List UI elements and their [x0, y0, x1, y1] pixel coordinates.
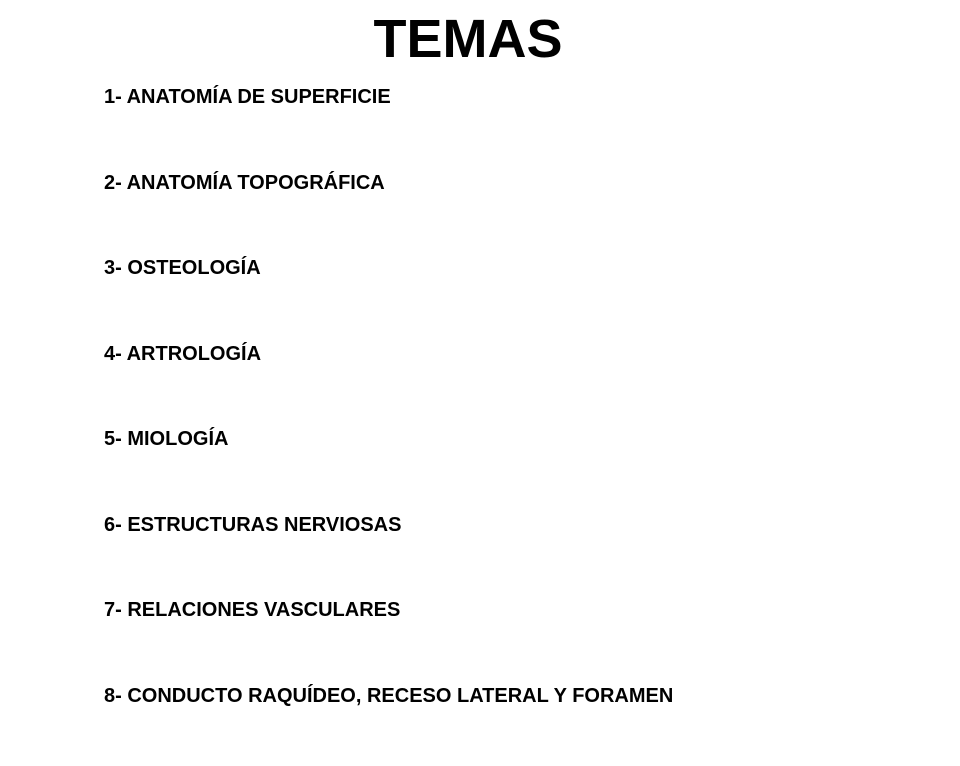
slide-title: TEMAS	[0, 6, 936, 72]
topic-item: 1- ANATOMÍA DE SUPERFICIE	[104, 82, 673, 168]
topic-item: 2- ANATOMÍA TOPOGRÁFICA	[104, 168, 673, 254]
topic-item: 7- RELACIONES VASCULARES	[104, 595, 673, 681]
topic-item: 6- ESTRUCTURAS NERVIOSAS	[104, 510, 673, 596]
topic-item: 4- ARTROLOGÍA	[104, 339, 673, 425]
topic-list	[104, 82, 673, 766]
topic-item: 5- MIOLOGÍA	[104, 424, 673, 510]
topic-item: 3- OSTEOLOGÍA	[104, 253, 673, 339]
topic-item: 8- CONDUCTO RAQUÍDEO, RECESO LATERAL Y FORAMEN	[104, 681, 673, 766]
